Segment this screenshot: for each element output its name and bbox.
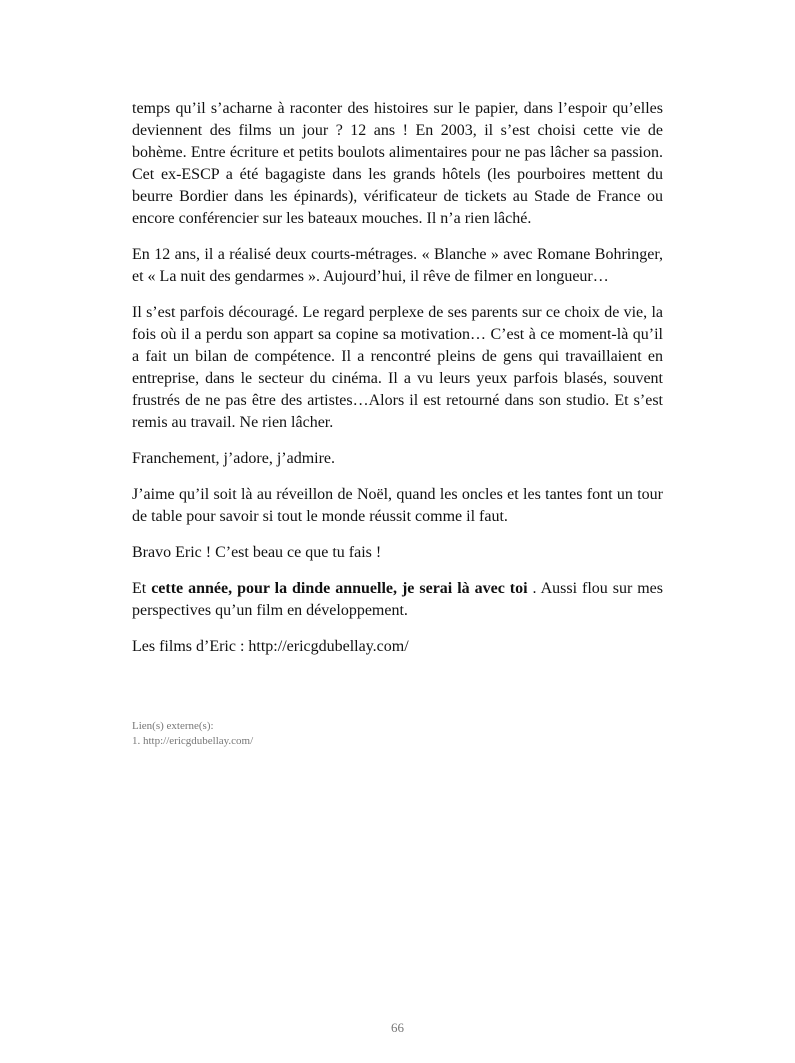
paragraph-3: Il s’est parfois découragé. Le regard perplexe de ses parents sur ce choix de vie, la fois où il a perdu son appart sa copine sa motivation… C’est à ce moment-là qu’il a fait un bilan de compétence. Il a rencontré pleins de gens qui travaillaient en entreprise, dans le secteur du cinéma. Il a vu leurs yeux parfois blasés, souvent frustrés de ne pas être des artistes…Alors il est retourné dans son studio. Et s’est remis au travail. Ne rien lâcher. xyxy=(132,304,663,431)
external-links-heading: Lien(s) externe(s): xyxy=(132,720,214,732)
body-text xyxy=(132,98,663,672)
page-number: 66 xyxy=(391,1020,404,1035)
paragraph-1: temps qu’il s’acharne à raconter des histoires sur le papier, dans l’espoir qu’elles deviennent des films un jour ? 12 ans ! En 2003, il s’est choisi cette vie de bohème. Entre écriture et petits boulots alimentaires pour ne pas lâcher sa passion. Cet ex-ESCP a été bagagiste dans les grands hôtels (les pourboires mettent du beurre Bordier dans les épinards), vérificateur de tickets au Stade de France ou encore conférencier sur les bateaux mouches. Il n’a rien lâché. xyxy=(132,100,663,227)
paragraph-6: Bravo Eric ! C’est beau ce que tu fais ! xyxy=(132,544,382,561)
films-line: Les films d’Eric : http://ericgdubellay.com/ xyxy=(132,638,409,655)
external-links xyxy=(132,719,253,749)
paragraph-7 xyxy=(132,578,663,622)
external-link-item[interactable]: 1. http://ericgdubellay.com/ xyxy=(132,735,254,747)
paragraph-7-prefix: Et xyxy=(132,580,152,597)
paragraph-7-suffix: . Aussi flou sur mes perspectives qu’un film en développement. xyxy=(132,580,664,619)
paragraph-7-bold: cette année, pour la dinde annuelle, je serai là avec toi xyxy=(151,580,528,597)
paragraph-4: Franchement, j’adore, j’admire. xyxy=(132,450,336,467)
paragraph-5: J’aime qu’il soit là au réveillon de Noël, quand les oncles et les tantes font un tour de table pour savoir si tout le monde réussit comme il faut. xyxy=(132,486,663,525)
paragraph-2: En 12 ans, il a réalisé deux courts-métrages. « Blanche » avec Romane Bohringer, et « La nuit des gendarmes ». Aujourd’hui, il rêve de filmer en longueur… xyxy=(132,246,663,285)
